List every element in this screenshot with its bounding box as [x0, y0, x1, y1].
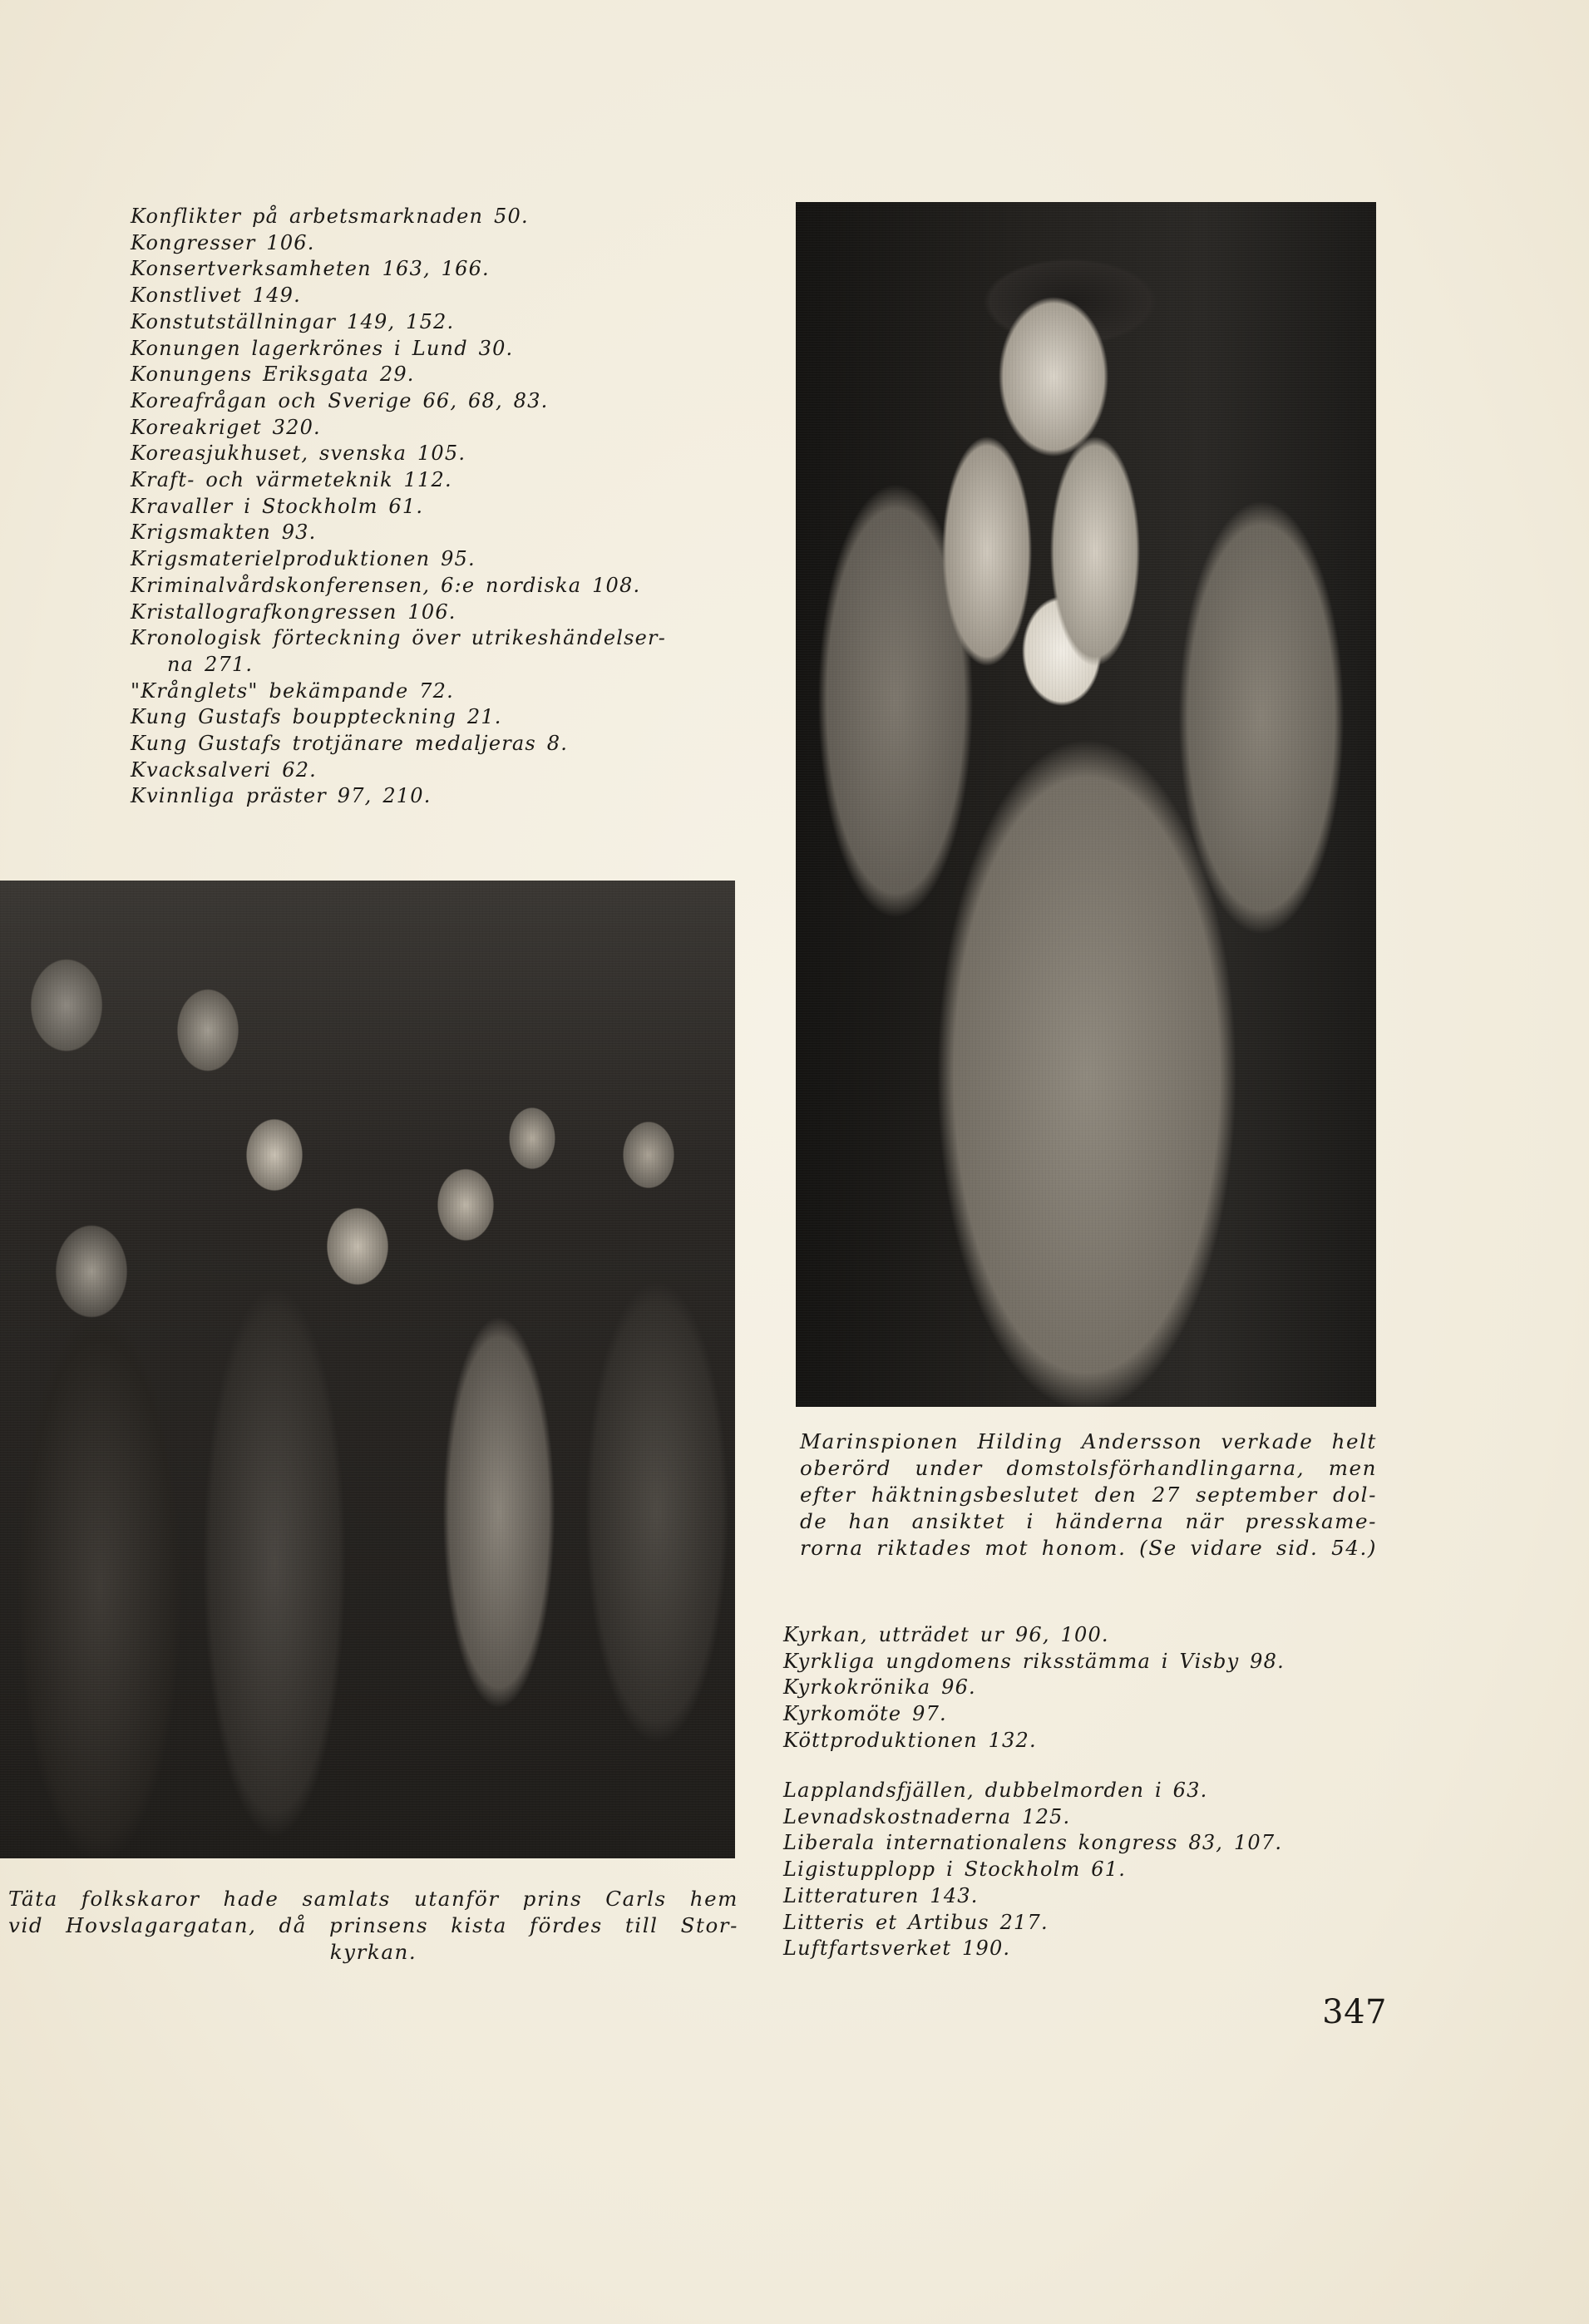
index-entry: Koreasjukhuset, svenska 105.: [131, 442, 466, 466]
photo-grain: [796, 202, 1376, 1407]
index-entry: Kyrkokrönika 96.: [783, 1675, 976, 1700]
index-entry: Kyrkan, utträdet ur 96, 100.: [783, 1623, 1109, 1646]
caption-line: kyrkan.: [329, 1940, 417, 1964]
index-entry: Kravaller i Stockholm 61.: [131, 494, 424, 518]
index-entry: Konstutställningar 149, 152.: [131, 309, 455, 333]
index-entry: Levnadskostnaderna 125.: [783, 1804, 1071, 1828]
index-entry: "Krånglets" bekämpande 72.: [131, 678, 454, 703]
caption-line: vid Hovslagargatan, då prinsens kista fördes till Stor-: [8, 1913, 738, 1937]
index-entry: Konstlivet 149.: [131, 284, 301, 308]
index-entry-continuation: na 271.: [167, 652, 254, 676]
index-entry: Kvacksalveri 62.: [131, 757, 317, 782]
photo-grain: [0, 881, 735, 1858]
index-entry: Kongresser 106.: [131, 230, 315, 254]
index-entry: Kristallografkongressen 106.: [131, 600, 456, 624]
index-entry: Ligistupplopp i Stockholm 61.: [783, 1858, 1127, 1882]
index-entry: Konungens Eriksgata 29.: [131, 363, 415, 387]
index-entry: Koreafrågan och Sverige 66, 68, 83.: [131, 388, 549, 412]
caption-line: oberörd under domstolsförhandlingarna, men: [800, 1456, 1377, 1480]
index-entry: Kriminalvårdskonferensen, 6:e nordiska 108.: [131, 573, 641, 597]
index-entry: Krigsmaterielproduktionen 95.: [131, 547, 476, 571]
index-list-l: [783, 1778, 1282, 1962]
index-entry: Kyrkomöte 97.: [783, 1702, 947, 1726]
index-entry: Konsertverksamheten 163, 166.: [131, 257, 490, 281]
index-entry: Koreakriget 320.: [131, 415, 321, 439]
index-entry: Litteraturen 143.: [783, 1883, 979, 1907]
index-entry: Köttproduktionen 132.: [783, 1728, 1037, 1752]
photo-crowd-outside-home: [0, 881, 735, 1858]
index-entry: Lapplandsfjällen, dubbelmorden i 63.: [783, 1779, 1208, 1802]
index-entry: Konungen lagerkrönes i Lund 30.: [131, 336, 514, 360]
index-list-k-part1: [131, 204, 666, 810]
caption-line: Täta folkskaror hade samlats utanför prins Carls hem: [8, 1887, 738, 1911]
caption-line: rorna riktades mot honom. (Se vidare sid. 54.): [800, 1536, 1377, 1560]
index-entry: Luftfartsverket 190.: [783, 1937, 1011, 1961]
photo-spy-covering-face: [796, 202, 1376, 1407]
caption-line: de han ansiktet i händerna när presskame-: [800, 1509, 1377, 1533]
caption-line: Marinspionen Hilding Andersson verkade helt: [800, 1429, 1377, 1453]
index-entry: Kronologisk förteckning över utrikeshändelser-: [131, 626, 667, 650]
index-entry: Krigsmakten 93.: [131, 521, 317, 545]
caption-line: efter häktningsbeslutet den 27 september dol-: [800, 1483, 1377, 1507]
caption-spy-photo: [800, 1428, 1377, 1562]
caption-crowd-photo: [8, 1886, 738, 1966]
index-entry: Konflikter på arbetsmarknaden 50.: [131, 205, 529, 228]
index-entry: Kyrkliga ungdomens riksstämma i Visby 98.: [783, 1649, 1285, 1673]
index-entry: Kraft- och värmeteknik 112.: [131, 468, 452, 492]
index-entry: Kvinnliga präster 97, 210.: [131, 784, 432, 808]
page-number: 347: [1322, 1993, 1387, 2031]
index-entry: Liberala internationalens kongress 83, 107.: [783, 1831, 1283, 1855]
index-list-k-part2: [783, 1622, 1285, 1754]
index-entry: Litteris et Artibus 217.: [783, 1910, 1049, 1934]
index-entry: Kung Gustafs bouppteckning 21.: [131, 705, 502, 729]
index-entry: Kung Gustafs trotjänare medaljeras 8.: [131, 732, 569, 756]
